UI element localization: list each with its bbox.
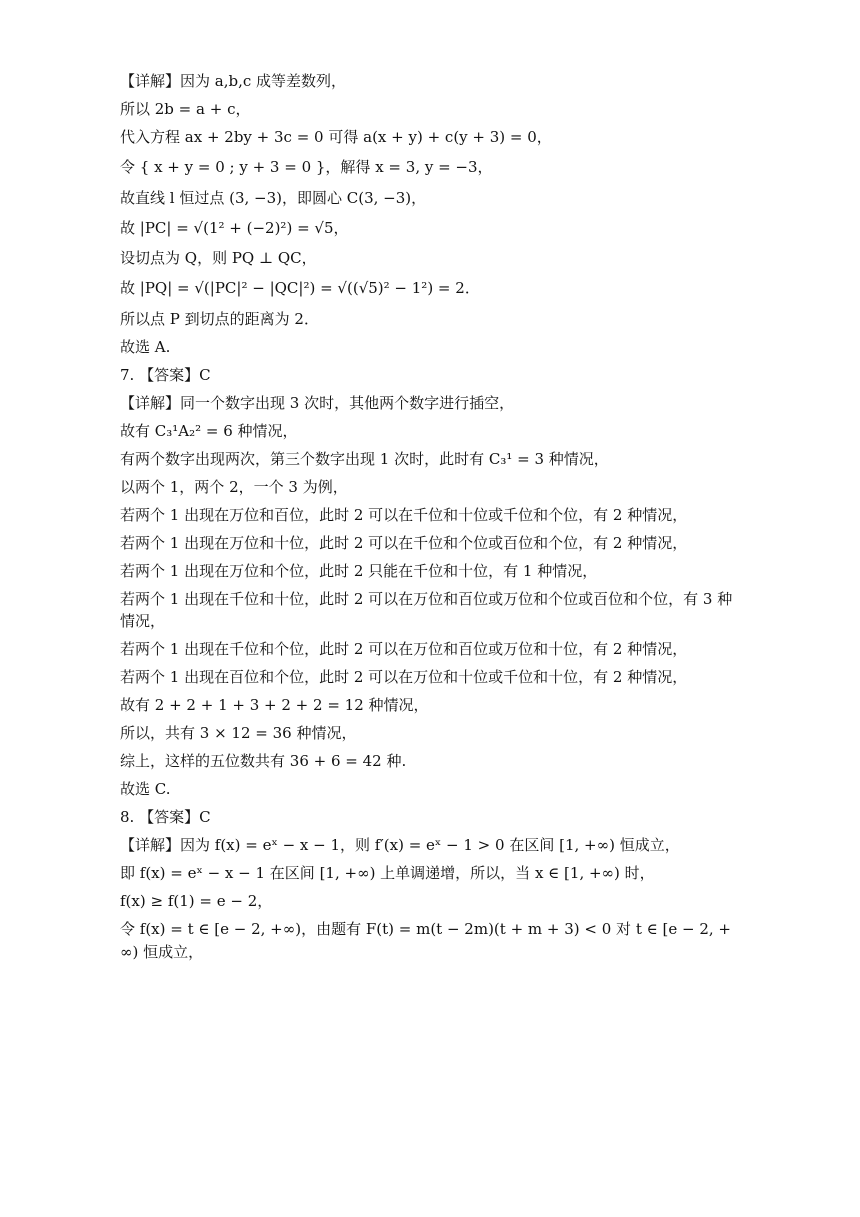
text-line: 所以 2b = a + c，	[120, 100, 251, 118]
text-line: 若两个 1 出现在千位和十位，此时 2 可以在万位和百位或万位和个位或百位和个位，有 3 种情况，	[120, 589, 733, 630]
text-line: 故选 A.	[120, 337, 171, 356]
text-line: 即 f(x) = eˣ − x − 1 在区间 [1, +∞) 上单调递增，所以，当 x ∈ [1, +∞) 时，	[120, 864, 655, 882]
answer-heading: 7. 【答案】C	[120, 365, 211, 384]
formula-line: 故有 C₃¹A₂² = 6 种情况，	[120, 421, 298, 440]
text-line: 若两个 1 出现在万位和百位，此时 2 可以在千位和十位或千位和个位，有 2 种情况，	[120, 505, 688, 524]
text-line: 【详解】因为 a,b,c 成等差数列，	[120, 72, 347, 90]
text-line: 【详解】因为 f(x) = eˣ − x − 1，则 f′(x) = eˣ − 1 > 0 在区间 [1, +∞) 恒成立，	[120, 836, 680, 854]
formula-line: 故 |PQ| = √(|PC|² − |QC|²) = √((√5)² − 1²) = 2．	[120, 279, 480, 297]
text-line: 若两个 1 出现在万位和十位，此时 2 可以在千位和个位或百位和个位，有 2 种情况，	[120, 533, 688, 552]
text-line: 有两个数字出现两次，第三个数字出现 1 次时，此时有 C₃¹ = 3 种情况，	[120, 449, 609, 468]
formula-line: f(x) ≥ f(1) = e − 2，	[120, 892, 273, 910]
text-line: 所以点 P 到切点的距离为 2．	[120, 309, 319, 328]
text-line: 综上，这样的五位数共有 36 + 6 = 42 种.	[120, 752, 407, 770]
text-line: 故选 C.	[120, 780, 171, 798]
text-line: 设切点为 Q，则 PQ ⊥ QC，	[120, 249, 317, 267]
formula-line: 故 |PC| = √(1² + (−2)²) = √5，	[120, 218, 349, 237]
text-line: 所以，共有 3 × 12 = 36 种情况，	[120, 724, 357, 742]
text-line: 【详解】同一个数字出现 3 次时，其他两个数字进行插空，	[120, 393, 515, 412]
text-line: 以两个 1，两个 2，一个 3 为例，	[120, 477, 348, 496]
text-line: 令 f(x) = t ∈ [e − 2, +∞)，由题有 F(t) = m(t − 2m)(t + m + 3) < 0 对 t ∈ [e − 2, +∞) 恒成立，	[120, 920, 731, 961]
text-line: 故有 2 + 2 + 1 + 3 + 2 + 2 = 12 种情况，	[120, 696, 429, 714]
equation-system-line: 令 { x + y = 0 ; y + 3 = 0 }，解得 x = 3, y = −3，	[120, 158, 493, 176]
text-line: 故直线 l 恒过点 (3, −3)，即圆心 C(3, −3)，	[120, 188, 427, 207]
solution-text	[120, 70, 740, 969]
text-line: 若两个 1 出现在千位和个位，此时 2 可以在万位和百位或万位和十位，有 2 种情况，	[120, 640, 688, 658]
text-line: 若两个 1 出现在百位和个位，此时 2 可以在万位和十位或千位和十位，有 2 种情况，	[120, 668, 688, 686]
answer-heading: 8. 【答案】C	[120, 808, 211, 826]
text-line: 若两个 1 出现在万位和个位，此时 2 只能在千位和十位，有 1 种情况，	[120, 561, 598, 580]
text-line: 代入方程 ax + 2by + 3c = 0 可得 a(x + y) + c(y + 3) = 0，	[120, 128, 552, 146]
